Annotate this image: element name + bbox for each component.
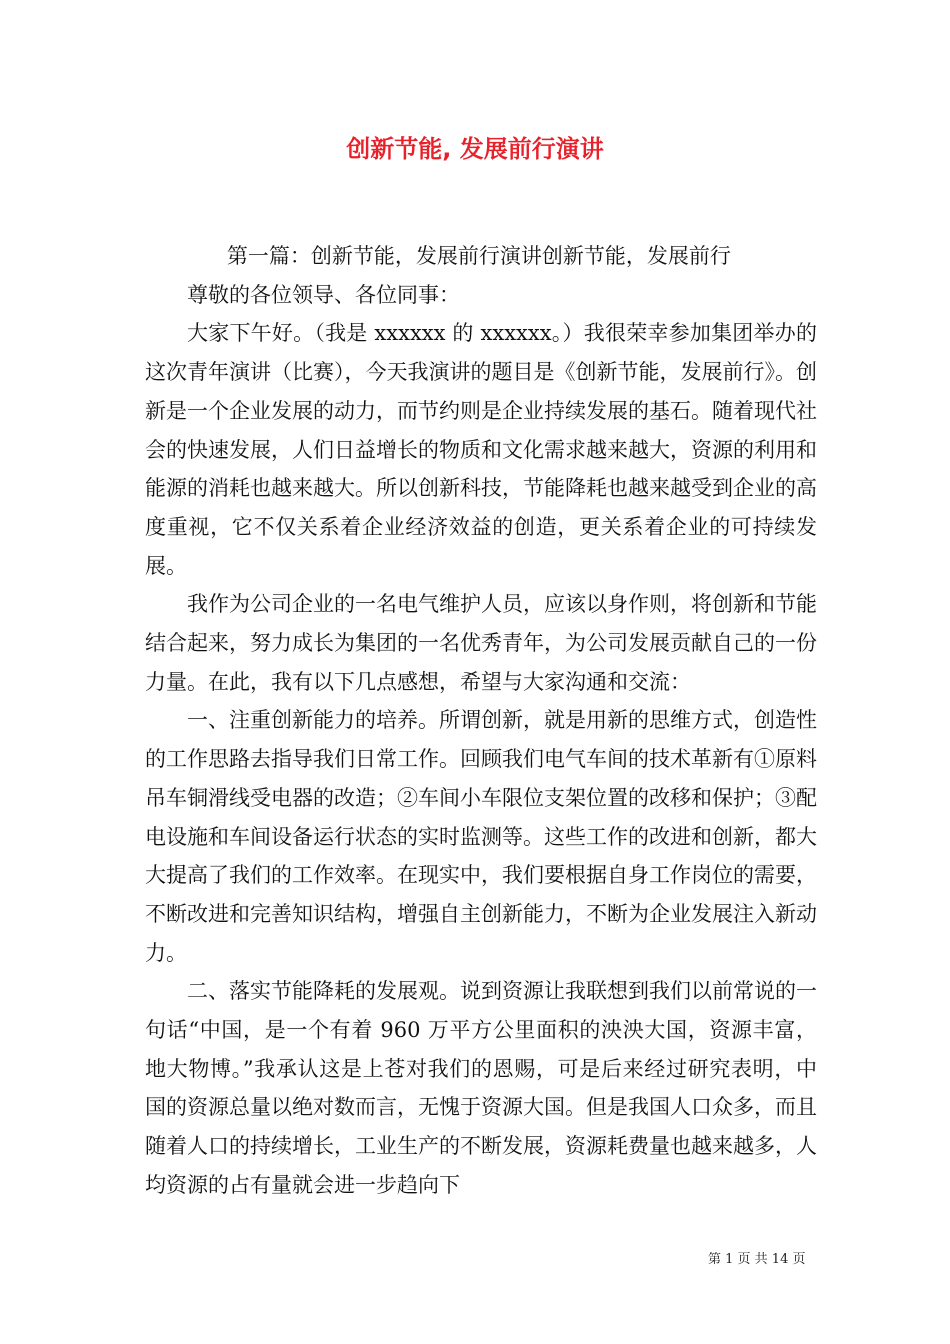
- innovation-paragraph: 一、注重创新能力的培养。所谓创新，就是用新的思维方式，创造性的工作思路去指导我们日常工作。回顾我们电气车间的技术革新有①原料吊车铜滑线受电器的改造；②车间小车限位支架位置的改移和保护；③配电设施和车间设备运行状态的实时监测等。这些工作的改进和创新，都大大提高了我们的工作效率。在现实中，我们要根据自身工作岗位的需要，不断改进和完善知识结构，增强自主创新能力，不断为企业发展注入新动力。: [145, 708, 817, 965]
- salutation-paragraph: 尊敬的各位领导、各位同事：: [187, 282, 460, 307]
- document-body: [145, 237, 817, 1205]
- role-paragraph: 我作为公司企业的一名电气维护人员，应该以身作则，将创新和节能结合起来，努力成长为集团的一名优秀青年，为公司发展贡献自己的一份力量。在此，我有以下几点感想，希望与大家沟通和交流：: [145, 592, 817, 694]
- page-number: 第 1 页 共 14 页: [708, 1252, 806, 1267]
- energy-saving-paragraph: 二、落实节能降耗的发展观。说到资源让我联想到我们以前常说的一句话“中国，是一个有着 960 万平方公里面积的泱泱大国，资源丰富，地大物博。”我承认这是上苍对我们的恩赐，可是后来经过研究表明，中国的资源总量以绝对数而言，无愧于资源大国。但是我国人口众多，而且随着人口的持续增长，工业生产的不断发展，资源耗费量也越来越多，人均资源的占有量就会进一步趋向下: [145, 979, 817, 1197]
- intro-paragraph: 大家下午好。（我是 xxxxxx 的 xxxxxx。）我很荣幸参加集团举办的这次青年演讲（比赛），今天我演讲的题目是《创新节能，发展前行》。创新是一个企业发展的动力，而节约则是企业持续发展的基石。随着现代社会的快速发展，人们日益增长的物质和文化需求越来越大，资源的利用和能源的消耗也越来越大。所以创新科技，节能降耗也越来越受到企业的高度重视，它不仅关系着企业经济效益的创造，更关系着企业的可持续发展。: [145, 321, 817, 578]
- section-heading: 第一篇：创新节能，发展前行演讲创新节能，发展前行: [226, 244, 731, 268]
- document-title: 创新节能, 发展前行演讲: [346, 135, 604, 163]
